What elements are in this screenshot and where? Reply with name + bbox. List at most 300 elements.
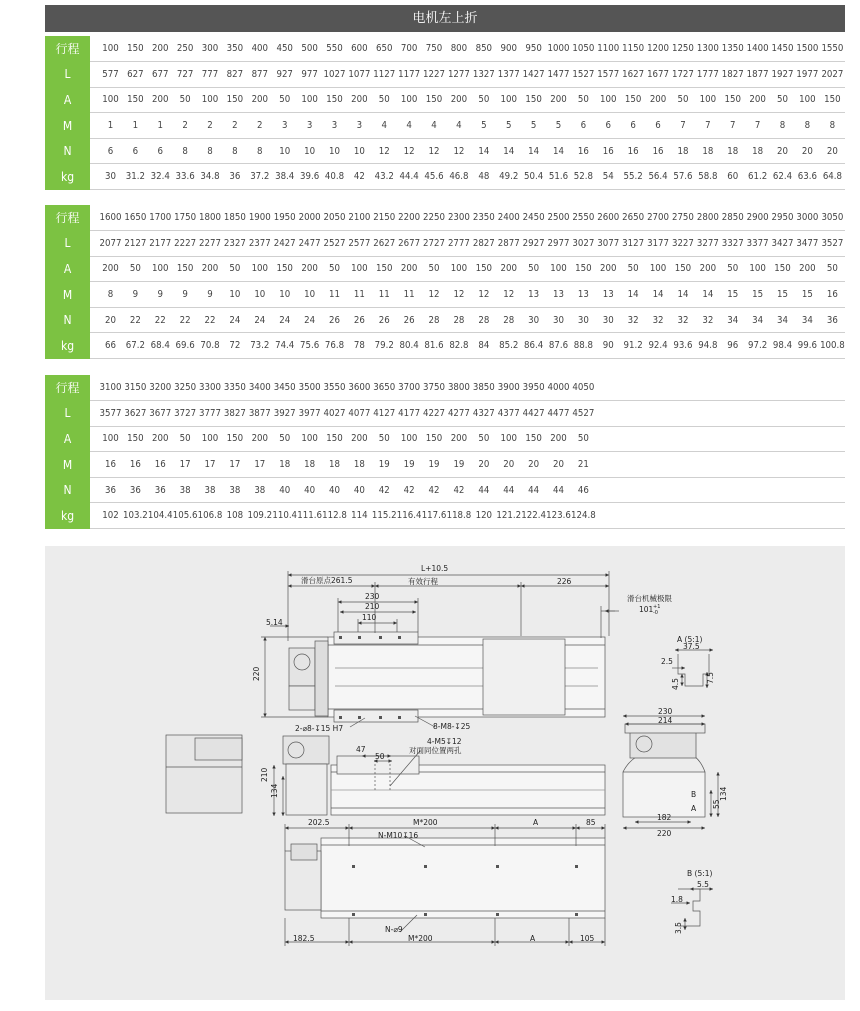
table-cell: 19 (422, 452, 447, 478)
table-cell: 2550 (571, 205, 596, 231)
table-cell: 114 (347, 503, 372, 529)
table-cell: 2150 (372, 205, 397, 231)
table-cell: 200 (546, 426, 571, 452)
table-cell: 2627 (372, 231, 397, 257)
table-cell: 10 (297, 138, 322, 164)
table-cell: 2327 (222, 231, 247, 257)
table-cell: 4 (397, 113, 422, 139)
table-cell: 109.2 (247, 503, 272, 529)
table-cell: 32.4 (148, 164, 173, 190)
table-cell (770, 426, 795, 452)
table-cell: 150 (173, 256, 198, 282)
table-cell (621, 401, 646, 427)
table-cell: 116.4 (397, 503, 422, 529)
table-cell: 100 (198, 426, 223, 452)
table-cell: 150 (272, 256, 297, 282)
table-cell (745, 401, 770, 427)
table-cell: 20 (546, 452, 571, 478)
table-cell (745, 477, 770, 503)
row-label: A (45, 87, 90, 113)
table-cell: 3 (347, 113, 372, 139)
table-cell: 61.2 (745, 164, 770, 190)
table-cell: 2450 (521, 205, 546, 231)
row-spacer (90, 452, 98, 478)
table-cell: 200 (795, 256, 820, 282)
table-cell: 36 (98, 477, 123, 503)
table-cell: 44.4 (397, 164, 422, 190)
table-cell: 33.6 (173, 164, 198, 190)
dim-230: 230 (365, 592, 380, 601)
table-cell: 50 (173, 426, 198, 452)
table-cell: 22 (148, 307, 173, 333)
table-cell: 16 (148, 452, 173, 478)
table-cell: 150 (471, 256, 496, 282)
table-cell: 70.8 (198, 333, 223, 359)
table-cell: 2 (222, 113, 247, 139)
table-cell: 100 (98, 87, 123, 113)
table-cell (770, 477, 795, 503)
table-cell: 1850 (222, 205, 247, 231)
table-cell: 50 (322, 256, 347, 282)
row-label: kg (45, 164, 90, 190)
table-cell: 64.8 (820, 164, 845, 190)
table-cell: 118.8 (446, 503, 471, 529)
row-spacer (90, 282, 98, 308)
table-cell: 28 (496, 307, 521, 333)
table-cell: 5 (496, 113, 521, 139)
table-cell: 69.6 (173, 333, 198, 359)
mount-hole (575, 865, 578, 868)
row-label: N (45, 477, 90, 503)
table-cell: 450 (272, 36, 297, 62)
table-cell: 36 (148, 477, 173, 503)
table-cell (695, 375, 720, 401)
table-cell: 30 (596, 307, 621, 333)
table-cell: 7 (745, 113, 770, 139)
table-cell: 78 (347, 333, 372, 359)
table-cell: 1327 (471, 62, 496, 88)
table-cell: 15 (720, 282, 745, 308)
table-cell: 2600 (596, 205, 621, 231)
table-cell: 13 (596, 282, 621, 308)
table-cell: 12 (446, 282, 471, 308)
table-cell: 650 (372, 36, 397, 62)
table-cell: 117.6 (422, 503, 447, 529)
table-cell (695, 503, 720, 529)
table-cell: 42 (422, 477, 447, 503)
table-cell: 2827 (471, 231, 496, 257)
table-cell: 48 (471, 164, 496, 190)
dim-2-5: 2.5 (661, 657, 673, 666)
dim-182-5: 182.5 (293, 934, 315, 943)
table-cell: 49.2 (496, 164, 521, 190)
table-cell: 44 (546, 477, 571, 503)
table-cell: 9 (198, 282, 223, 308)
table-cell: 1 (98, 113, 123, 139)
table-cell (695, 426, 720, 452)
dim-37-5: 37.5 (683, 642, 700, 651)
table-cell: 50 (471, 87, 496, 113)
mount-hole (496, 913, 499, 916)
table-cell: 105.6 (173, 503, 198, 529)
table-cell: 84 (471, 333, 496, 359)
mount-hole (358, 716, 361, 719)
table-cell: 14 (646, 282, 671, 308)
table-cell: 112.8 (322, 503, 347, 529)
end-dim-55: 55 (712, 799, 721, 809)
table-cell: 2477 (297, 231, 322, 257)
row-spacer (90, 477, 98, 503)
row-label: N (45, 138, 90, 164)
table-cell: 2700 (646, 205, 671, 231)
dim-effective-stroke: 有效行程 (408, 577, 438, 586)
dim-210: 210 (365, 602, 380, 611)
table-cell: 350 (222, 36, 247, 62)
table-cell: 2400 (496, 205, 521, 231)
row-label: kg (45, 333, 90, 359)
table-cell (795, 375, 820, 401)
table-cell: 3177 (646, 231, 671, 257)
table-cell: 150 (123, 87, 148, 113)
table-cell (646, 375, 671, 401)
table-cell: 2227 (173, 231, 198, 257)
table-cell: 40 (347, 477, 372, 503)
table-cell: 96 (720, 333, 745, 359)
table-cell: 100 (745, 256, 770, 282)
table-cell (621, 375, 646, 401)
table-cell: 44 (521, 477, 546, 503)
table-cell: 15 (795, 282, 820, 308)
table-cell: 8 (770, 113, 795, 139)
dim-mech-tol-upper: +1 (653, 604, 661, 610)
table-cell: 2777 (446, 231, 471, 257)
dim-m200-bottom: M*200 (408, 934, 433, 943)
table-cell (795, 401, 820, 427)
row-label: 行程 (45, 375, 90, 401)
table-cell: 1700 (148, 205, 173, 231)
table-cell: 6 (646, 113, 671, 139)
table-row (45, 375, 845, 401)
table-cell: 1177 (397, 62, 422, 88)
table-cell: 36 (222, 164, 247, 190)
table-cell: 72 (222, 333, 247, 359)
table-cell (695, 477, 720, 503)
table-cell: 63.6 (795, 164, 820, 190)
table-cell: 777 (198, 62, 223, 88)
table-cell: 200 (596, 256, 621, 282)
table-cell: 50 (222, 256, 247, 282)
row-label: L (45, 401, 90, 427)
table-cell (596, 452, 621, 478)
table-cell: 250 (173, 36, 198, 62)
table-cell: 150 (770, 256, 795, 282)
dim-pin-holes: 2-⌀8-↧15 H7 (295, 724, 344, 733)
table-cell: 50 (372, 426, 397, 452)
table-cell: 2727 (422, 231, 447, 257)
table-cell: 24 (297, 307, 322, 333)
table-cell: 44 (471, 477, 496, 503)
table-cell: 200 (297, 256, 322, 282)
table-cell: 56.4 (646, 164, 671, 190)
row-spacer (90, 138, 98, 164)
table-cell: 115.2 (372, 503, 397, 529)
table-cell: 927 (272, 62, 297, 88)
table-cell: 111.6 (297, 503, 322, 529)
table-cell: 2250 (422, 205, 447, 231)
table-cell: 85.2 (496, 333, 521, 359)
table-row (45, 138, 845, 164)
dim-7-5: 7.5 (706, 672, 715, 684)
table-cell: 24 (222, 307, 247, 333)
table-cell: 2500 (546, 205, 571, 231)
table-cell: 150 (123, 426, 148, 452)
table-cell: 30 (546, 307, 571, 333)
dim-1-8: 1.8 (671, 895, 683, 904)
table-cell: 1250 (671, 36, 696, 62)
table-cell: 1400 (745, 36, 770, 62)
dim-210-side: 210 (260, 767, 269, 782)
table-cell: 40 (272, 477, 297, 503)
spec-table-1 (45, 36, 845, 190)
table-cell: 10 (347, 138, 372, 164)
row-label: A (45, 256, 90, 282)
table-row (45, 282, 845, 308)
row-spacer (90, 113, 98, 139)
table-cell: 1027 (322, 62, 347, 88)
table-cell: 200 (347, 87, 372, 113)
table-cell: 100 (695, 87, 720, 113)
row-label: L (45, 62, 90, 88)
table-cell (820, 452, 845, 478)
table-cell: 727 (173, 62, 198, 88)
table-cell: 6 (621, 113, 646, 139)
table-cell: 8 (198, 138, 223, 164)
table-row (45, 36, 845, 62)
table-cell: 20 (521, 452, 546, 478)
table-cell (745, 375, 770, 401)
table-cell: 3077 (596, 231, 621, 257)
table-cell: 600 (347, 36, 372, 62)
table-row (45, 231, 845, 257)
table-cell: 10 (322, 138, 347, 164)
table-cell: 6 (148, 138, 173, 164)
table-cell: 16 (646, 138, 671, 164)
table-cell: 6 (123, 138, 148, 164)
table-cell: 677 (148, 62, 173, 88)
table-cell: 700 (397, 36, 422, 62)
detail-b-label: B (5:1) (687, 869, 713, 878)
table-cell: 4127 (372, 401, 397, 427)
table-cell: 100 (347, 256, 372, 282)
table-cell: 1300 (695, 36, 720, 62)
mount-hole (352, 865, 355, 868)
table-cell: 4327 (471, 401, 496, 427)
table-cell: 16 (621, 138, 646, 164)
table-cell: 100 (98, 426, 123, 452)
table-cell: 9 (123, 282, 148, 308)
table-cell: 8 (222, 138, 247, 164)
table-row (45, 426, 845, 452)
dim-m200-top: M*200 (413, 818, 438, 827)
mount-hole (379, 636, 382, 639)
table-cell: 2677 (397, 231, 422, 257)
table-cell: 3327 (720, 231, 745, 257)
table-cell: 60 (720, 164, 745, 190)
table-cell: 3927 (272, 401, 297, 427)
table-row (45, 62, 845, 88)
table-cell: 2900 (745, 205, 770, 231)
table-cell: 4427 (521, 401, 546, 427)
end-dim-134: 134 (719, 786, 728, 801)
table-cell: 68.4 (148, 333, 173, 359)
table-cell (596, 401, 621, 427)
table-cell: 150 (422, 87, 447, 113)
table-cell: 26 (322, 307, 347, 333)
dim-4-5: 4.5 (671, 678, 680, 690)
row-label: M (45, 452, 90, 478)
table-cell: 150 (322, 426, 347, 452)
table-cell (646, 426, 671, 452)
table-cell: 124.8 (571, 503, 596, 529)
table-cell: 50 (571, 87, 596, 113)
table-cell (820, 375, 845, 401)
table-cell: 2 (247, 113, 272, 139)
spec-table-2 (45, 205, 845, 359)
table-cell: 20 (98, 307, 123, 333)
table-cell: 50 (820, 256, 845, 282)
table-cell: 1800 (198, 205, 223, 231)
table-cell: 99.6 (795, 333, 820, 359)
table-cell: 31.2 (123, 164, 148, 190)
table-cell: 3100 (98, 375, 123, 401)
table-cell: 7 (695, 113, 720, 139)
table-cell: 16 (596, 138, 621, 164)
table-cell: 50 (720, 256, 745, 282)
table-cell: 19 (372, 452, 397, 478)
table-cell: 3527 (820, 231, 845, 257)
table-cell: 58.8 (695, 164, 720, 190)
table-cell: 200 (198, 256, 223, 282)
table-cell: 3427 (770, 231, 795, 257)
table-cell: 50 (770, 87, 795, 113)
table-cell: 37.2 (247, 164, 272, 190)
table-cell: 150 (820, 87, 845, 113)
table-cell: 100.8 (820, 333, 845, 359)
table-cell: 3027 (571, 231, 596, 257)
section-title-bar (45, 5, 845, 32)
dim-202-5: 202.5 (308, 818, 330, 827)
table-cell (671, 375, 696, 401)
table-row (45, 503, 845, 529)
table-cell: 100 (397, 426, 422, 452)
table-cell: 54 (596, 164, 621, 190)
table-cell: 3 (297, 113, 322, 139)
detail-a-label: A (5:1) (677, 635, 703, 644)
mount-hole (496, 865, 499, 868)
row-spacer (90, 333, 98, 359)
table-cell: 1427 (521, 62, 546, 88)
row-spacer (90, 205, 98, 231)
table-cell: 4227 (422, 401, 447, 427)
table-cell: 150 (720, 87, 745, 113)
table-cell: 3050 (820, 205, 845, 231)
table-cell: 26 (397, 307, 422, 333)
table-cell: 2177 (148, 231, 173, 257)
table-cell: 50 (571, 426, 596, 452)
table-cell: 3450 (272, 375, 297, 401)
table-cell: 98.4 (770, 333, 795, 359)
table-cell: 150 (422, 426, 447, 452)
table-cell: 4177 (397, 401, 422, 427)
table-cell: 50 (272, 426, 297, 452)
table-cell (770, 375, 795, 401)
table-cell (795, 477, 820, 503)
table-cell: 30 (571, 307, 596, 333)
table-cell (795, 452, 820, 478)
table-cell: 3300 (198, 375, 223, 401)
table-cell: 8 (98, 282, 123, 308)
table-cell: 20 (496, 452, 521, 478)
table-cell: 62.4 (770, 164, 795, 190)
table-cell: 100 (496, 87, 521, 113)
table-cell: 32 (646, 307, 671, 333)
table-cell: 34 (770, 307, 795, 333)
table-cell: 102 (98, 503, 123, 529)
table-cell: 15 (770, 282, 795, 308)
table-cell: 3550 (322, 375, 347, 401)
table-cell: 1600 (98, 205, 123, 231)
table-cell: 10 (247, 282, 272, 308)
dim-a-bottom: A (530, 934, 536, 943)
table-cell: 120 (471, 503, 496, 529)
table-cell: 45.6 (422, 164, 447, 190)
table-cell: 1900 (247, 205, 272, 231)
table-cell: 121.2 (496, 503, 521, 529)
table-cell: 1550 (820, 36, 845, 62)
table-cell: 100 (98, 36, 123, 62)
table-cell (720, 503, 745, 529)
table-cell: 12 (372, 138, 397, 164)
table-cell: 46.8 (446, 164, 471, 190)
table-cell: 1677 (646, 62, 671, 88)
table-cell: 11 (322, 282, 347, 308)
table-cell: 12 (446, 138, 471, 164)
table-cell: 2350 (471, 205, 496, 231)
table-cell: 4277 (446, 401, 471, 427)
end-dim-182: 182 (657, 813, 672, 822)
mount-hole (339, 636, 342, 639)
table-cell: 2850 (720, 205, 745, 231)
table-cell: 86.4 (521, 333, 546, 359)
table-cell: 7 (720, 113, 745, 139)
table-cell (695, 452, 720, 478)
row-spacer (90, 503, 98, 529)
table-cell: 4527 (571, 401, 596, 427)
table-cell: 1577 (596, 62, 621, 88)
table-cell: 8 (795, 113, 820, 139)
table-cell: 150 (571, 256, 596, 282)
table-cell: 22 (123, 307, 148, 333)
table-cell: 11 (397, 282, 422, 308)
table-cell: 200 (347, 426, 372, 452)
table-cell (646, 401, 671, 427)
table-cell: 100 (397, 87, 422, 113)
mount-hole (575, 913, 578, 916)
table-cell: 8 (820, 113, 845, 139)
dim-slide-origin: 滑台原点261.5 (301, 576, 353, 585)
table-cell: 3727 (173, 401, 198, 427)
table-cell: 34 (720, 307, 745, 333)
